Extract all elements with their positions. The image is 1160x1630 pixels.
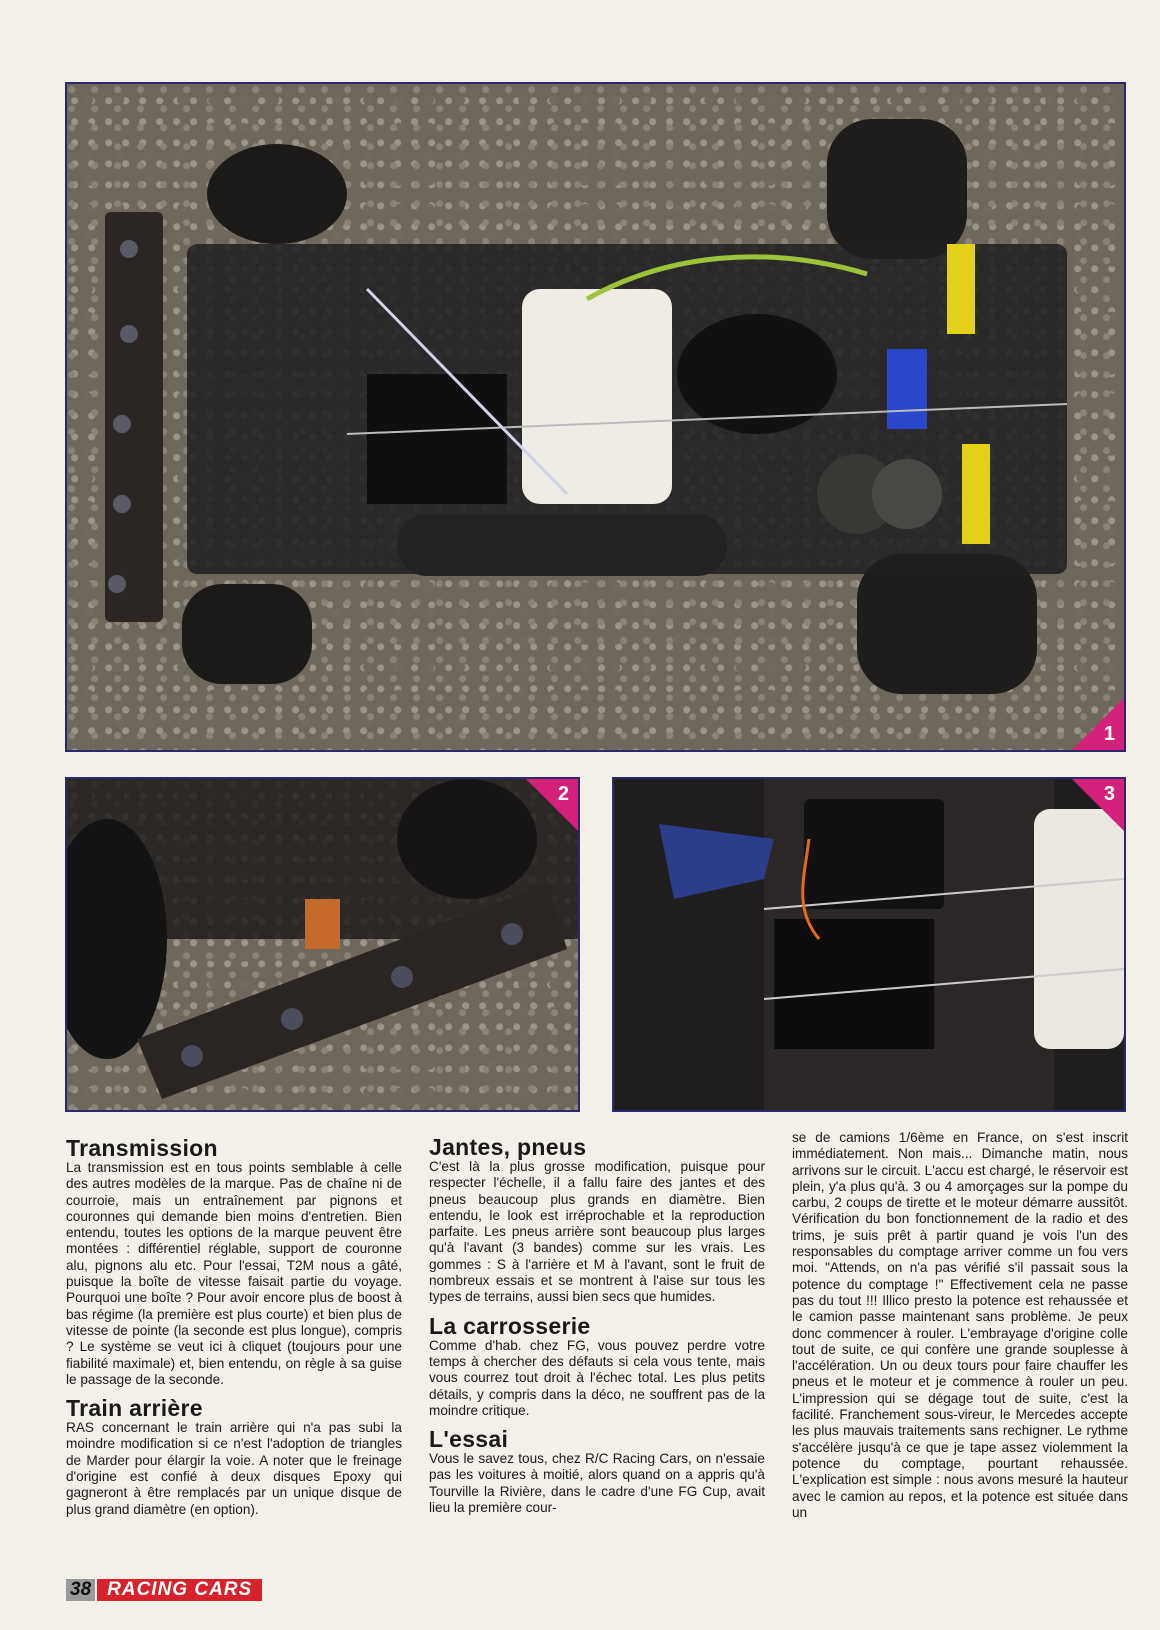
wheel-rear-left — [827, 119, 967, 259]
heading-jantes-pneus: Jantes, pneus — [429, 1134, 587, 1160]
magazine-logo: RACING CARS — [97, 1579, 262, 1601]
chassis-illustration — [67, 84, 1124, 750]
paragraph-essai: Vous le savez tous, chez R/C Racing Cars, on n'essaie pas les voitures à moitié, alors quand on a appris qu'à Tourville la Rivière, dans le cadre d'une FG Cup, avait lieu la première cour- — [429, 1451, 765, 1516]
wheel-rear-right — [857, 554, 1037, 694]
photo-3-servos — [612, 777, 1126, 1112]
paragraph-jantes-pneus: C'est là la plus grosse modification, puisque pour respecter l'échelle, il a fallu faire des jantes et des pneus beaucoup plus grands en diamètre. Bien entendu, le look est irréprochable et la reproduction parfaite. Les pneus arrière sont beaucoup plus larges qu'à l'avant (3 bandes) comme sur les vrais. Les gommes : S à l'arrière et M à l'avant, sont le fruit de nombreux essais et se montrent à l'aise sur tous les types de terrains, aussi bien secs que humides. — [429, 1159, 765, 1305]
page-footer — [66, 1579, 262, 1601]
photo-number-2: 2 — [557, 783, 569, 805]
article-column-2 — [429, 1135, 765, 1522]
servo-illustration — [614, 779, 1124, 1110]
wheel-front-left — [207, 144, 347, 244]
heading-transmission: Transmission — [66, 1135, 218, 1161]
receiver-box — [804, 799, 944, 909]
heading-train-arriere: Train arrière — [66, 1395, 203, 1422]
photo-2-front-bumper — [65, 777, 580, 1112]
photo-1-chassis-top-view — [65, 82, 1126, 752]
foam-bumper — [105, 212, 163, 622]
paragraph-transmission: La transmission est en tous points semblable à celle des autres modèles de la marque. Pas de chaîne ni de courroie, mais un entraînement par pignons et couronnes qui demande bien moins d'entretien. Bien entendu, toutes les options de la marque peuvent être montées : différentiel réglable, support de couronne alu, pignons alu etc. Pour l'essai, T2M nous a gâté, puisque la boîte de vitesse faisait partie du voyage. Pourquoi une boîte ? Pour avoir encore plus de boost à bas régime (la première est plus courte) et bien plus de vitesse de pointe (la seconde est plus longue), compris ? Le système se veut ici à cliquet (toujours pour une fiabilité maximale) et, bien entendu, on règle à sa guise le passage de la seconde. — [66, 1160, 402, 1387]
paragraph-carrosserie: Comme d'hab. chez FG, vous pouvez perdre votre temps à chercher des défauts si cela vous tente, mais vous courrez tout droit à l'échec total. Les plus petits détails, y compris dans la déco, ne souffrent pas de la moindre critique. — [429, 1337, 765, 1418]
page-number: 38 — [66, 1579, 95, 1601]
fuel-tank-closeup — [1034, 809, 1124, 1049]
bumper-illustration — [67, 779, 578, 1110]
photo-badge-1 — [1072, 698, 1124, 750]
photo-number-3: 3 — [1103, 783, 1115, 805]
photo-badge-2 — [526, 779, 578, 831]
heading-carrosserie: La carrosserie — [429, 1312, 591, 1339]
servo — [774, 919, 934, 1049]
spring-rear-bottom — [962, 444, 990, 544]
exhaust-pipe — [397, 514, 727, 576]
photo-number-1: 1 — [1103, 723, 1115, 745]
wheel-front-right — [182, 584, 312, 684]
photo-badge-3 — [1072, 779, 1124, 831]
spring-rear-top — [947, 244, 975, 334]
paragraph-essai-continued: se de camions 1/6ème en France, on s'est inscrit immédiatement. Non mais... Dimanche matin, nous arrivons sur le circuit. L'accu est chargé, le réservoir est plein, y'a plus qu'à. 3 ou 4 amorçages sur la pompe du carbu, 2 coups de tirette et le moteur démarre aussitôt. Vérification du bon fonctionnement de la radio et des trims, je suis prêt à partir quand je vois l'un des responsables du comptage arriver comme un fou vers moi. "Attends, on n'a pas vérifié s'il passait sous la potence du comptage !" Effectivement cela ne passe pas du tout !!! Illico presto la potence est rehaussée et le camion passe maintenant sans problème. Je peux donc commencer à rouler. L'embrayage d'origine colle tout de suite, ce qui confère une grande souplesse à l'accélération. Un ou deux tours pour faire chauffer les pneus et le moteur et je commence à rouler un peu. L'impression qui se dégage tout de suite, c'est la facilité. Franchement sous-vireur, le Mercedes accepte les plus mauvais traitements sans rechigner. Le rythme s'accélère jusqu'à ce que je tape assez violemment la potence du comptage, pourtant rehaussée. L'explication est simple : nous avons mesuré la hauteur avec le camion au repos, et la potence est située dans un — [792, 1130, 1128, 1520]
article-column-1 — [66, 1136, 402, 1524]
article-column-3 — [792, 1130, 1128, 1527]
heading-essai: L'essai — [429, 1426, 509, 1453]
paragraph-train-arriere: RAS concernant le train arrière qui n'a pas subi la moindre modification si ce n'est l'adoption de triangles de Marder pour élargir la voie. A noter que le freinage d'origine est confié à deux disques Epoxy qui gagneront à être remplacés par un unique disque de plus grand diamètre (en option). — [66, 1420, 402, 1517]
